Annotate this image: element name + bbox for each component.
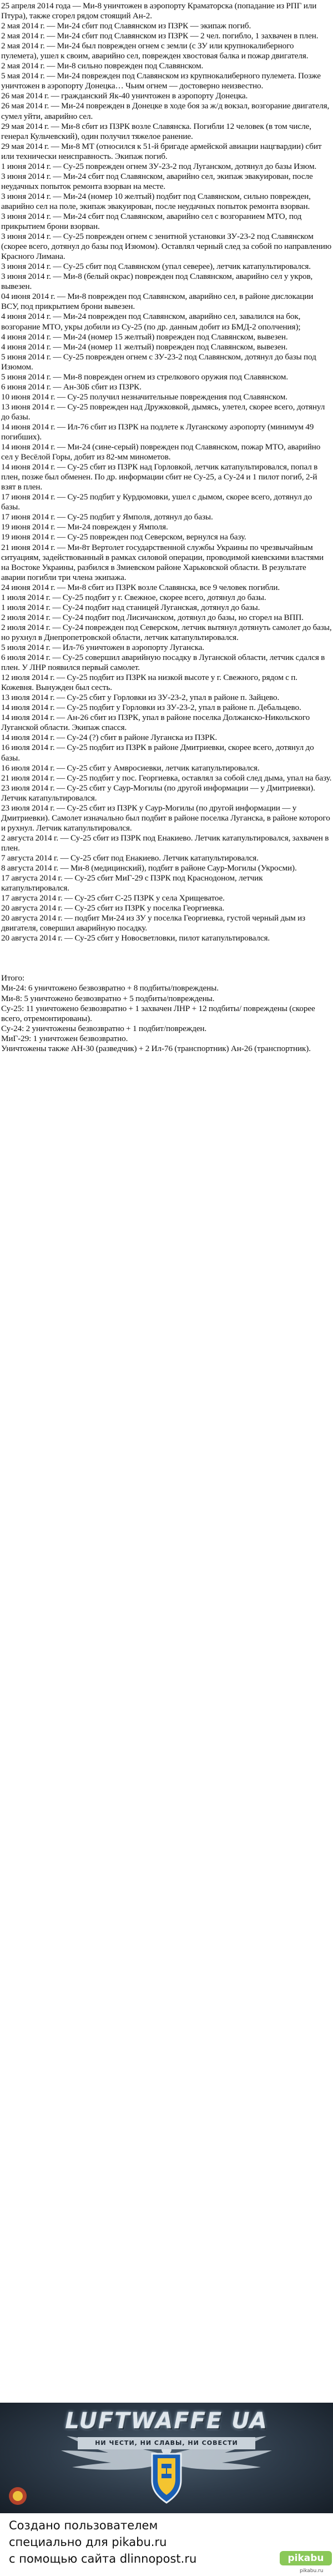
article-paragraph: 1 июня 2014 г. — Су-25 поврежден огнем ЗУ-23-2 под Луганском, дотянул до базы Изюм. [1,161,317,171]
article-paragraph: 2 августа 2014 г. — Су-25 сбит из ПЗРК под Енакиево. Летчик катапультировался, захвачен в плен. [1,833,329,853]
summary-line: Су-24: 2 уничтожены безвозвратно + 1 подбит/поврежден. [1,1023,207,1033]
article-paragraph: 29 мая 2014 г. — Ми-8 МТ (относился к 51-й бригаде армейской авиации нацгвардии) сбит или технически неисправность. Экипаж погиб. [1,141,322,161]
article-paragraph: 25 апреля 2014 года — Ми-8 уничтожен в аэропорту Краматорска (попадание из РПГ или Птура), также сгорел рядом стоящий Ан-2. [1,1,317,21]
article-paragraph: 3 июня 2014 г. — Ми-24 сбит под Славянском, аварийно сел с возгоранием МТО, под прикрытием брони взорван. [1,211,302,232]
article-paragraph: 29 мая 2014 г. — Ми-8 сбит из ПЗРК возле Славянска. Погибли 12 человек (в том числе, генерал Кульчевский), один получил тяжелое ранение. [1,121,311,141]
pikabu-caption: pikabu.ru [300,2568,324,2574]
article-paragraph: 3 июня 2014 г. — Су-25 поврежден огнем с зенитной установки ЗУ-23-2 под Славянском (скорее всего, дотянул до базы под Изюмом). Оставлял черный след за собой по направлению Красного Лимана. [1,232,332,262]
article-paragraph: 19 июня 2014 г. — Ми-24 поврежден у Ямполя. [1,522,168,532]
summary-lines [1,983,332,1053]
article-body [1,1,332,1054]
article-paragraph: 17 августа 2014 г. — Су-25 сбит МиГ-29 с ПЗРК под Краснодоном, летчик катапультировался. [1,873,263,893]
article-paragraph: 14 июля 2014 г. — Су-25 подбит у Горловки из ЗУ-23-2, упал в районе п. Дебальцево. [1,703,301,713]
article-paragraph: 8 августа 2014 г. — Ми-8 (медицинский), подбит в районе Саур-Могилы (Укросми). [1,863,297,873]
article-paragraph: 4 июня 2014 г. — Ми-24 (номер 11 желтый) поврежден под Славянском, вывезен. [1,342,288,352]
summary-heading: Итого: [1,973,25,983]
summary-line: Ми-24: 6 уничтожено безвозвратно + 8 подбиты/повреждены. [1,983,219,993]
article-paragraph: 23 июля 2014 г. — Су-25 сбит у Саур-Могилы (по другой информации — у Дмитриевки). Летчик катапультировался. [1,783,315,803]
article-paragraph: 20 августа 2014 г. — Су-25 сбит из ПЗРК у поселка Георгиевка. [1,903,225,913]
article-paragraph: 17 августа 2014 г. — Су-25 сбит С-25 ПЗРК у села Хрищеватое. [1,893,225,903]
article-paragraph: 2 мая 2014 г. — Ми-8 сильно поврежден под Славянском. [1,61,204,71]
article-paragraph: 13 июня 2014 г. — Су-25 поврежден над Дружковкой, дымясь, улетел, скорее всего, дотянул до базы. [1,402,325,422]
article-paragraph: 20 августа 2014 г. — подбит Ми-24 из ЗУ у поселка Георгиевка, густой черный дым из двигателя, совершил аварийную посадку. [1,913,306,933]
article-paragraph: 1 июля 2014 г. — Су-25 подбит у г. Свежное, скорее всего, дотянул до базы. [1,592,266,602]
summary-block [1,973,332,1053]
article-paragraphs [1,1,332,943]
article-paragraph: 2 мая 2014 г. — Ми-24 сбит под Славянском из ПЗРК — 2 чел. погибло, 1 захвачен в плен. [1,31,319,41]
footer-for-site: специально для pikabu.ru [9,2535,167,2549]
article-paragraph: 19 июня 2014 г. — Су-25 поврежден под Северском, вернулся на базу. [1,532,246,542]
article-paragraph: 14 июня 2014 г. — Ил-76 сбит из ПЗРК на подлете к Луганскому аэропорту (минимум 49 погибших). [1,422,314,442]
article-paragraph: 3 июня 2014 г. — Ми-24 (номер 10 желтый) подбит под Славянском, сильно поврежден, аварийно сел на поле, экипаж эвакуирован, после неудачных попыток ремонта взорван. [1,191,311,211]
article-paragraph: 1 июля 2014 г. — Су-24 подбит над станицей Луганская, дотянул до базы. [1,602,260,612]
article-paragraph: 7 августа 2014 г. — Су-25 сбит под Енакиево. Летчик катапультировался. [1,853,259,863]
article-paragraph: 5 июля 2014 г. — Ил-76 уничтожен в аэропорту Луганска. [1,643,205,652]
article-paragraph: 20 августа 2014 г. — Су-25 сбит у Новосветловки, пилот катапультировался. [1,933,270,943]
article-paragraph: 14 июня 2014 г. — Су-25 сбит из ПЗРК над Горловкой, летчик катапультировался, попал в плен, позже был обменен. По др. информации сбит не Су-25, а Су-24 и 1 пилот погиб, 2-й взят в плен. [1,462,318,492]
article-paragraph: 21 июля 2014 г. — Су-25 подбит у пос. Георгиевка, оставлял за собой след дыма, упал на базу. [1,773,332,783]
article-paragraph: 14 июля 2014 г. — Су-24 (?) сбит в районе Луганска из ПЗРК. [1,733,218,743]
summary-line: Ми-8: 5 уничтожено безвозвратно + 5 подбиты/повреждены. [1,993,215,1003]
article-paragraph: 3 июня 2014 г. — Ми-8 (белый окрас) поврежден под Славянском, аварийно сел у укров, вывезен. [1,272,313,292]
article-paragraph: 16 июля 2014 г. — Су-25 сбит у Амвросиевки, летчик катапультировался. [1,763,260,773]
article-paragraph: 17 июня 2014 г. — Су-25 подбит у Курдюмовки, ушел с дымом, скорее всего, дотянул до базы. [1,492,312,512]
article-paragraph: 5 мая 2014 г. — Ми-24 поврежден под Славянском из крупнокалиберного пулемета. Позже уничтожен в аэропорту Донецка… Чьим огнем — достоверно неизвестно. [1,71,321,91]
article-paragraph: 10 июня 2014 г. — Су-25 получил незначительные повреждения под Славянском. [1,392,287,402]
article-paragraph: 26 мая 2014 г. — гражданский Як-40 уничтожен в аэропорту Донецка. [1,91,248,101]
watermark-icon [8,2486,28,2506]
article-paragraph: 14 июля 2014 г. — Ан-26 сбит из ПЗРК, упал в районе поселка Должанско-Никольского Луганской области. Экипаж спасся. [1,713,310,733]
article-paragraph: 4 июня 2014 г. — Ми-24 (номер 15 желтый) поврежден под Славянском, вывезен. [1,332,288,342]
footer-created-by: Создано пользователем [9,2519,158,2532]
article-paragraph: 14 июня 2014 г. — Ми-24 (сине-серый) поврежден под Славянском, пожар МТО, аварийно сел у Весёлой Горы, добит из 82-мм минометов. [1,442,321,462]
article-paragraph: 2 мая 2014 г. — Ми-24 сбит под Славянском из ПЗРК — экипаж погиб. [1,21,251,31]
banner-image [0,2403,333,2513]
article-paragraph: 5 июня 2014 г. — Су-25 поврежден огнем с ЗУ-23-2 под Славянском, дотянул до базы под Изюмом. [1,352,316,372]
article-paragraph: 6 июня 2014 г. — Ан-30Б сбит из ПЗРК. [1,382,142,392]
article-paragraph: 3 июня 2014 г. — Су-25 сбит под Славянском (упал северее), летчик катапультировался. [1,262,311,272]
summary-line: МиГ-29: 1 уничтожен безвозвратно. [1,1033,128,1043]
article-paragraph: 16 июля 2014 г. — Су-25 подбит из ПЗРК в районе Дмитриевки, скорее всего, дотянул до базы. [1,743,314,763]
article-paragraph: 21 июня 2014 г. — Ми-8т Вертолет государственной службы Украины по чрезвычайным ситуациям, задействованный в рамках силовой операции, проводимой киевскими властями на Востоке Украины, разбился в Змиевском районе Харьковской области. В результате аварии погибли три члена экипажа. [1,542,324,582]
article-paragraph: 04 июня 2014 г. — Ми-8 поврежден под Славянском, аварийно сел, в районе дислокации ВСУ, под прикрытием брони вывезен. [1,292,314,312]
article-paragraph: 26 мая 2014 г. — Ми-24 поврежден в Донецке в ходе боя за ж/д вокзал, возгорание двигателя, сумел уйти, аварийно сел. [1,101,330,121]
article-paragraph: 17 июня 2014 г. — Су-25 подбит у Ямполя, дотянул до базы. [1,512,213,522]
summary-line: Уничтожены также АН-30 (разведчик) + 2 Ил-76 (транспортник) Ан-26 (транспортник). [1,1043,311,1053]
article-paragraph: 13 июля 2014 г. — Су-25 сбит у Горловки из ЗУ-23-2, упал в районе п. Зайцево. [1,693,280,703]
article-paragraph: 3 июня 2014 г. — Ми-24 сбит под Славянском, аварийно сел, экипаж эвакуирован, после неудачных попыток ремонта взорван на месте. [1,171,313,191]
banner-title: LUFTWAFFE UA [65,2408,268,2434]
article-paragraph: 23 июля 2014 г. — Су-25 сбит из ПЗРК у Саур-Могилы (по другой информации — у Дмитриевки). Самолет изначально был подбит в районе поселка Луганска, в районе которого и рухнул. Летчик катапультировался. [1,803,330,833]
article-paragraph: 6 июля 2014 г. — Су-25 совершил аварийную посадку в Луганской области, летчик сдался в плен. У ЛНР появился первый самолет. [1,653,325,673]
article-paragraph: 24 июня 2014 г. — Ми-8 сбит из ПЗРК возле Славянска, все 9 человек погибли. [1,582,280,592]
article-paragraph: 2 мая 2014 г. — Ми-24 был поврежден огнем с земли (с ЗУ или крупнокалиберного пулемета), ушел к своим, аварийно сел, поврежден хвостовая балка и пожар двигателя. [1,41,309,61]
article-paragraph: 4 июня 2014 г. — Ми-24 поврежден под Славянском, аварийно сел, завалился на бок, возгорание МТО, укры добили из Су-25 (по др. данным добит из БМД-2 ополчения); [1,312,301,332]
pikabu-logo[interactable]: pikabu [280,2551,332,2565]
banner-subtitle: НИ ЧЕСТИ, НИ СЛАВЫ, НИ СОВЕСТИ [78,2437,255,2449]
summary-line: Су-25: 11 уничтожено безвозвратно + 1 захвачен ЛНР + 12 подбиты/ повреждены (скорее всего, отремонтированы). [1,1003,315,1023]
article-paragraph: 5 июня 2014 г. — Ми-8 поврежден огнем из стрелкового оружия под Славянском. [1,372,288,382]
footer [0,2513,333,2576]
article-paragraph: 2 июля 2014 г. — Су-24 поврежден под Северском, летчик вытянул дотянуть самолет до базы, но рухнул в Днепропетровской области, летчик катапультировался. [1,622,332,642]
article-paragraph: 2 июля 2014 г. — Су-24 подбит под Лисичанском, дотянул до базы, но сгорел на ВПП. [1,612,304,622]
footer-via-site: с помощью сайта dlinnopost.ru [9,2552,197,2565]
article-paragraph: 12 июля 2014 г. — Су-25 подбит из ПЗРК на низкой высоте у г. Свежного, рядом с п. Кожевня. Вынужден был сесть. [1,673,297,693]
